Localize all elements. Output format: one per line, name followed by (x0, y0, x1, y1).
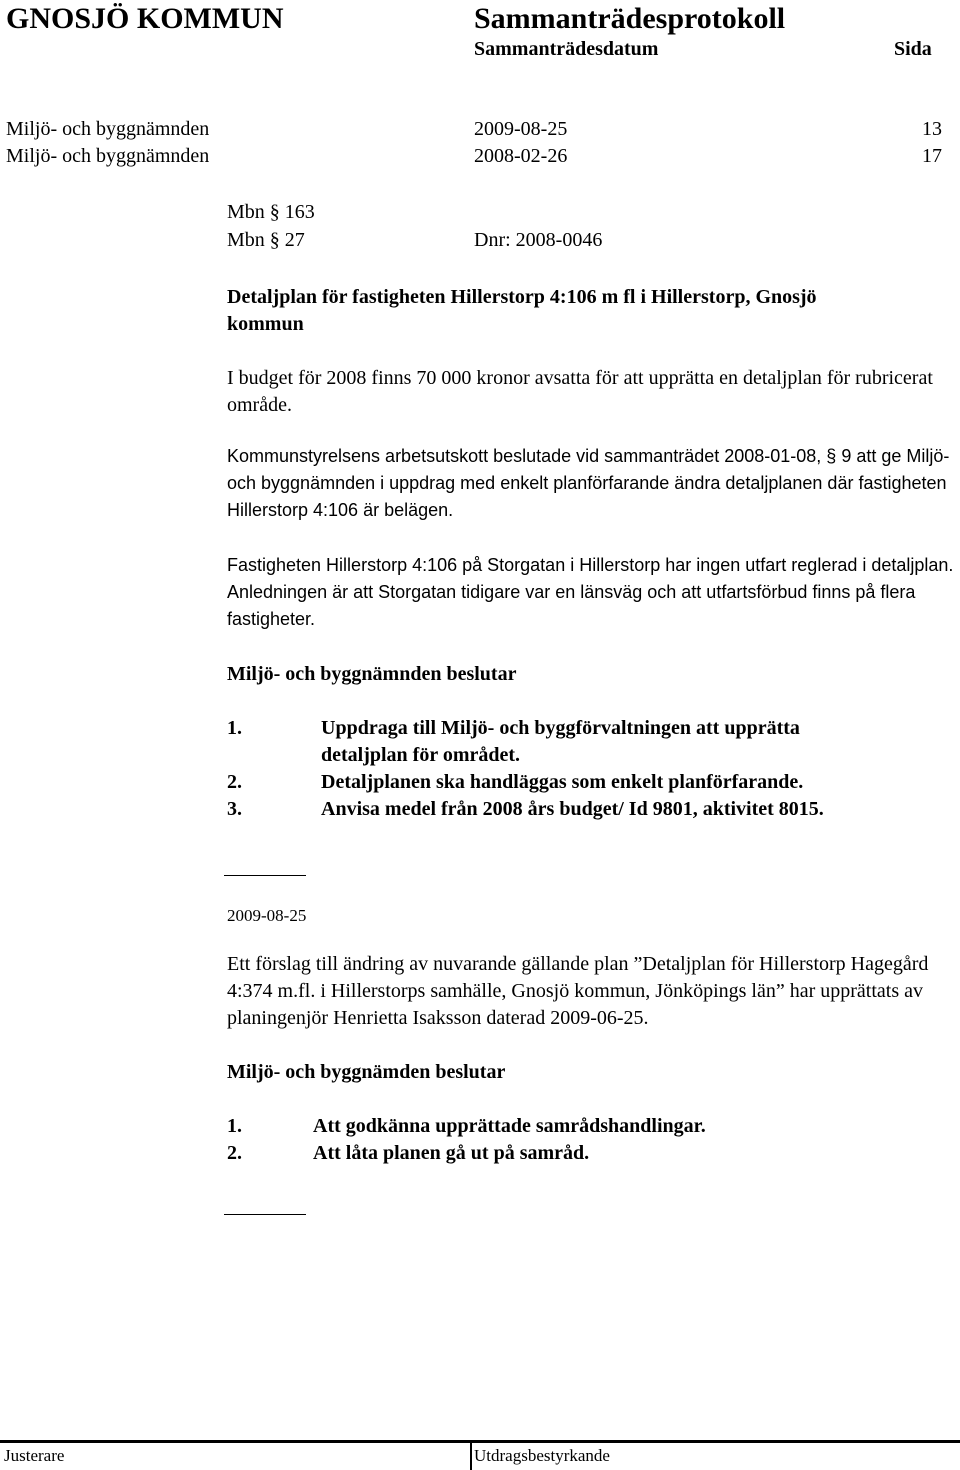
list-text: Att låta planen gå ut på samråd. (313, 1142, 590, 1164)
list-number: 2. (227, 1142, 242, 1164)
decision-list (227, 715, 947, 823)
page-label: Sida (894, 38, 932, 60)
body-paragraph: I budget för 2008 finns 70 000 kronor avsatta för att upprätta en detaljplan för rubricerat område. (227, 367, 933, 416)
list-number: 2. (227, 771, 242, 793)
list-text: Anvisa medel från 2008 års budget/ Id 9801, aktivitet 8015. (321, 798, 824, 820)
update-date: 2009-08-25 (227, 906, 307, 925)
body-paragraph: Fastigheten Hillerstorp 4:106 på Storgatan i Hillerstorp har ingen utfart reglerad i detaljplan. Anledningen är att Storgatan tidigare var en länsväg och att utfartsförbud finns på flera fastigheter. (227, 555, 954, 629)
footer-justerare-label: Justerare (4, 1446, 65, 1465)
list-number: 1. (227, 717, 242, 739)
document-title: Sammanträdesprotokoll (474, 2, 786, 35)
list-number: 3. (227, 798, 242, 820)
footer-certification-label: Utdragsbestyrkande (474, 1446, 610, 1465)
paragraph-reference: Mbn § 163 (227, 201, 315, 223)
separator-line (224, 1214, 306, 1215)
decision-list (227, 1113, 947, 1167)
footer-divider (470, 1440, 472, 1470)
case-number: Dnr: 2008-0046 (474, 229, 603, 251)
meeting-body: Miljö- och byggnämnden (6, 145, 210, 167)
body-paragraph: Kommunstyrelsens arbetsutskott beslutade vid sammanträdet 2008-01-08, § 9 att ge Miljö- och byggnämnden i uppdrag med enkelt planförfarande ändra detaljplanen där fastigheten Hillerstorp 4:106 är belägen. (227, 446, 950, 520)
meeting-date: 2009-08-25 (474, 118, 568, 140)
list-item (227, 769, 947, 796)
decision-heading: Miljö- och byggnämden beslutar (227, 1061, 506, 1083)
separator-line (224, 875, 306, 876)
list-text: Att godkänna upprättade samrådshandlingar. (313, 1115, 706, 1137)
organization-name: GNOSJÖ KOMMUN (6, 2, 284, 35)
paragraph-reference: Mbn § 27 (227, 229, 305, 251)
meeting-row (6, 145, 942, 171)
list-item (227, 796, 947, 823)
footer-rule (0, 1440, 960, 1443)
list-item-continuation (227, 742, 947, 769)
list-text: detaljplan för området. (321, 744, 521, 766)
meeting-page: 17 (922, 145, 942, 167)
list-number: 1. (227, 1115, 242, 1137)
decision-heading: Miljö- och byggnämnden beslutar (227, 663, 517, 685)
list-text: Uppdraga till Miljö- och byggförvaltningen att upprätta (321, 717, 800, 739)
list-item (227, 1140, 947, 1167)
list-item (227, 1113, 947, 1140)
list-item (227, 715, 947, 742)
meeting-row (6, 118, 942, 144)
meeting-page: 13 (922, 118, 942, 140)
list-text: Detaljplanen ska handläggas som enkelt planförfarande. (321, 771, 804, 793)
body-paragraph: Ett förslag till ändring av nuvarande gällande plan ”Detaljplan för Hillerstorp Hagegård 4:374 m.fl. i Hillerstorps samhälle, Gnosjö kommun, Jönköpings län” har upprättats av planingenjör Henrietta Isaksson daterad 2009-06-25. (227, 953, 929, 1029)
meeting-date-label: Sammanträdesdatum (474, 38, 659, 60)
meeting-body: Miljö- och byggnämnden (6, 118, 210, 140)
meeting-date: 2008-02-26 (474, 145, 568, 167)
case-title: Detaljplan för fastigheten Hillerstorp 4:106 m fl i Hillerstorp, Gnosjö kommun (227, 286, 817, 335)
